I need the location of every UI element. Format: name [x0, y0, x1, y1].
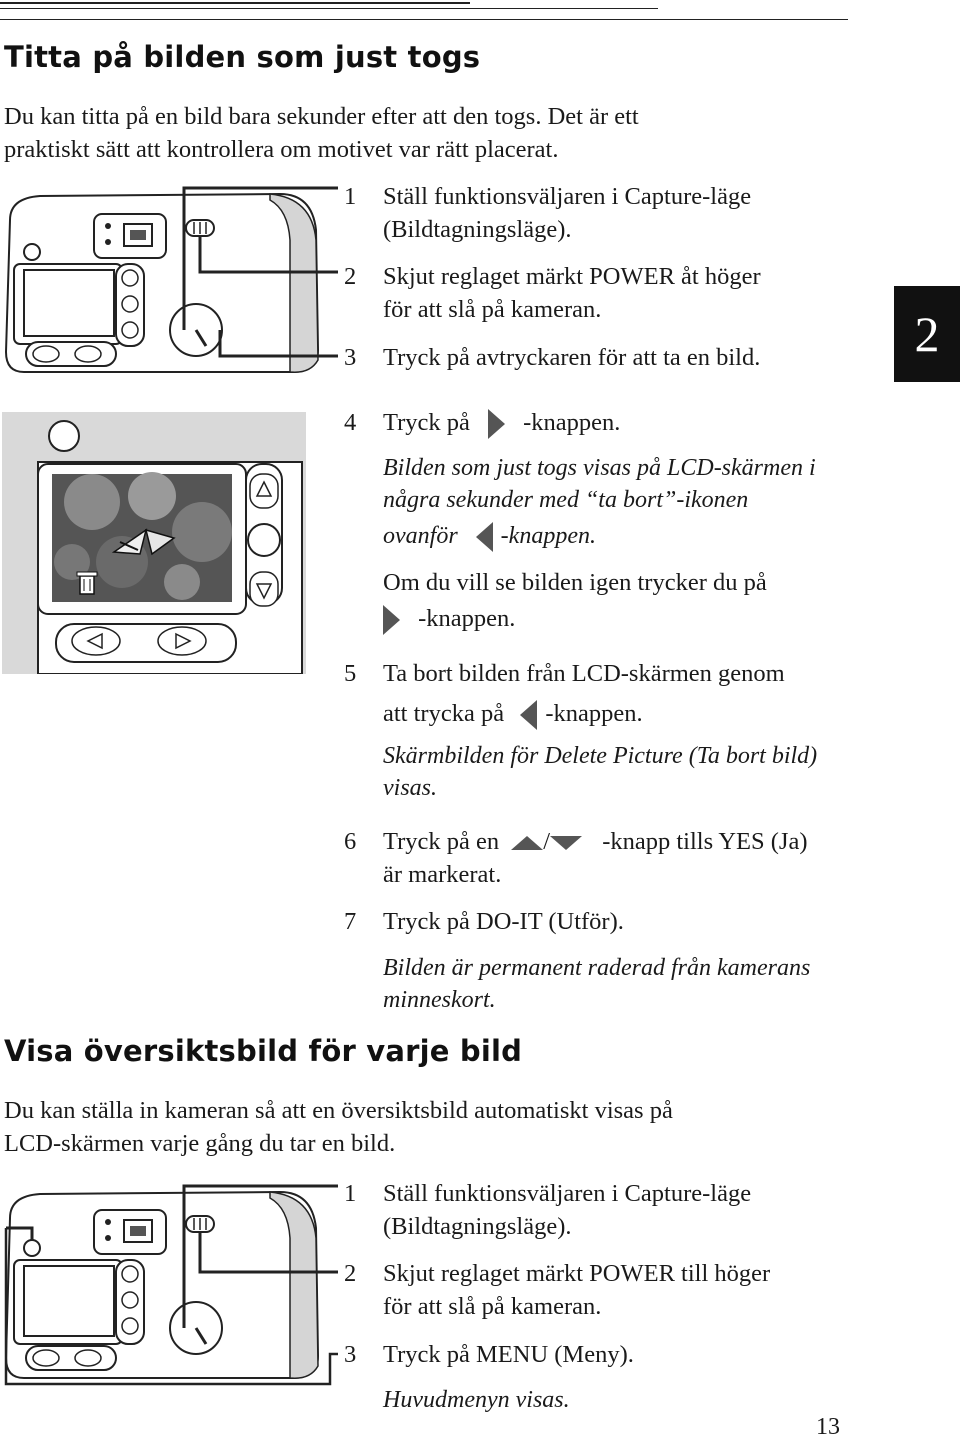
intro-line: Du kan ställa in kameran så att en översiktsbild automatiskt visas på [4, 1097, 673, 1124]
note-line: visas. [383, 775, 437, 801]
step-line: Skjut reglaget märkt POWER till höger [383, 1260, 771, 1287]
step-number: 1 [344, 1180, 357, 1207]
section-intro [4, 100, 639, 166]
intro-line: praktiskt sätt att kontrollera om motivet var rätt placerat. [4, 136, 559, 163]
step-line: (Bildtagningsläge). [383, 216, 572, 243]
trash-icon [77, 572, 97, 594]
step-number: 1 [344, 183, 357, 210]
step-number: 4 [344, 409, 357, 436]
step-text: Tryck på [383, 409, 470, 436]
step-5-note [383, 740, 853, 804]
note-line: minneskort. [383, 987, 496, 1013]
step-line: Ta bort bilden från LCD-skärmen genom [383, 660, 785, 687]
step-number: 2 [344, 1260, 357, 1287]
step-number: 7 [344, 908, 357, 935]
up-arrow-button-icon [511, 836, 543, 850]
step-line: (Bildtagningsläge). [383, 1213, 572, 1240]
step-4-note [383, 452, 853, 552]
intro-line: LCD-skärmen varje gång du tar en bild. [4, 1130, 396, 1157]
section-title: Visa översiktsbild för varje bild [4, 1034, 523, 1068]
step-line: Tryck på avtryckaren för att ta en bild. [383, 344, 761, 371]
step-text: Tryck på en [383, 828, 500, 855]
lcd-screen-closeup-illustration [2, 412, 306, 674]
step-line: Ställ funktionsväljaren i Capture-läge [383, 183, 752, 210]
step-4-extra [383, 565, 853, 637]
camera-back-illustration [0, 1178, 340, 1386]
right-arrow-button-icon [383, 605, 400, 635]
left-arrow-button-icon [520, 700, 537, 730]
step-7-note [383, 952, 853, 1016]
step-number: 3 [344, 1341, 357, 1368]
step-line: för att slå på kameran. [383, 1293, 602, 1320]
header-rule-mid [0, 8, 658, 9]
step-number: 6 [344, 828, 357, 855]
section-title: Titta på bilden som just togs [4, 40, 481, 74]
section-intro [4, 1094, 673, 1160]
step-line: Skjut reglaget märkt POWER åt höger [383, 263, 761, 290]
step-line: Tryck på DO-IT (Utför). [383, 908, 624, 935]
step-text: -knapp tills YES (Ja) [602, 828, 808, 855]
page-number: 13 [816, 1414, 840, 1440]
note-line: några sekunder med “ta bort”-ikonen [383, 487, 749, 513]
right-arrow-button-icon [488, 409, 505, 439]
step-text: / [543, 828, 551, 855]
header-rule-long [0, 19, 848, 20]
chapter-tab: 2 [894, 286, 960, 382]
extra-text: -knappen. [418, 605, 516, 632]
step-line: Tryck på MENU (Meny). [383, 1341, 634, 1368]
camera-back-illustration [0, 180, 340, 380]
step-text: -knappen. [545, 700, 643, 727]
step-3-note [383, 1384, 853, 1416]
step-line: är markerat. [383, 861, 502, 888]
note-line: Skärmbilden för Delete Picture (Ta bort bild) [383, 743, 818, 769]
step-number: 5 [344, 660, 357, 687]
intro-line: Du kan titta på en bild bara sekunder efter att den togs. Det är ett [4, 103, 639, 130]
note-text: -knappen. [500, 523, 596, 549]
step-number: 2 [344, 263, 357, 290]
step-text: att trycka på [383, 700, 505, 727]
step-line: för att slå på kameran. [383, 296, 602, 323]
note-text: ovanför [383, 523, 458, 549]
step-line: Ställ funktionsväljaren i Capture-läge [383, 1180, 752, 1207]
header-rule-thick [0, 2, 470, 4]
down-arrow-button-icon [550, 836, 582, 850]
note-line: Bilden är permanent raderad från kamerans [383, 955, 811, 981]
note-line: Bilden som just togs visas på LCD-skärmen i [383, 455, 816, 481]
step-text: -knappen. [523, 409, 621, 436]
note-line: Huvudmenyn visas. [383, 1387, 570, 1413]
step-number: 3 [344, 344, 357, 371]
extra-line: Om du vill se bilden igen trycker du på [383, 569, 767, 596]
left-arrow-button-icon [476, 522, 493, 552]
